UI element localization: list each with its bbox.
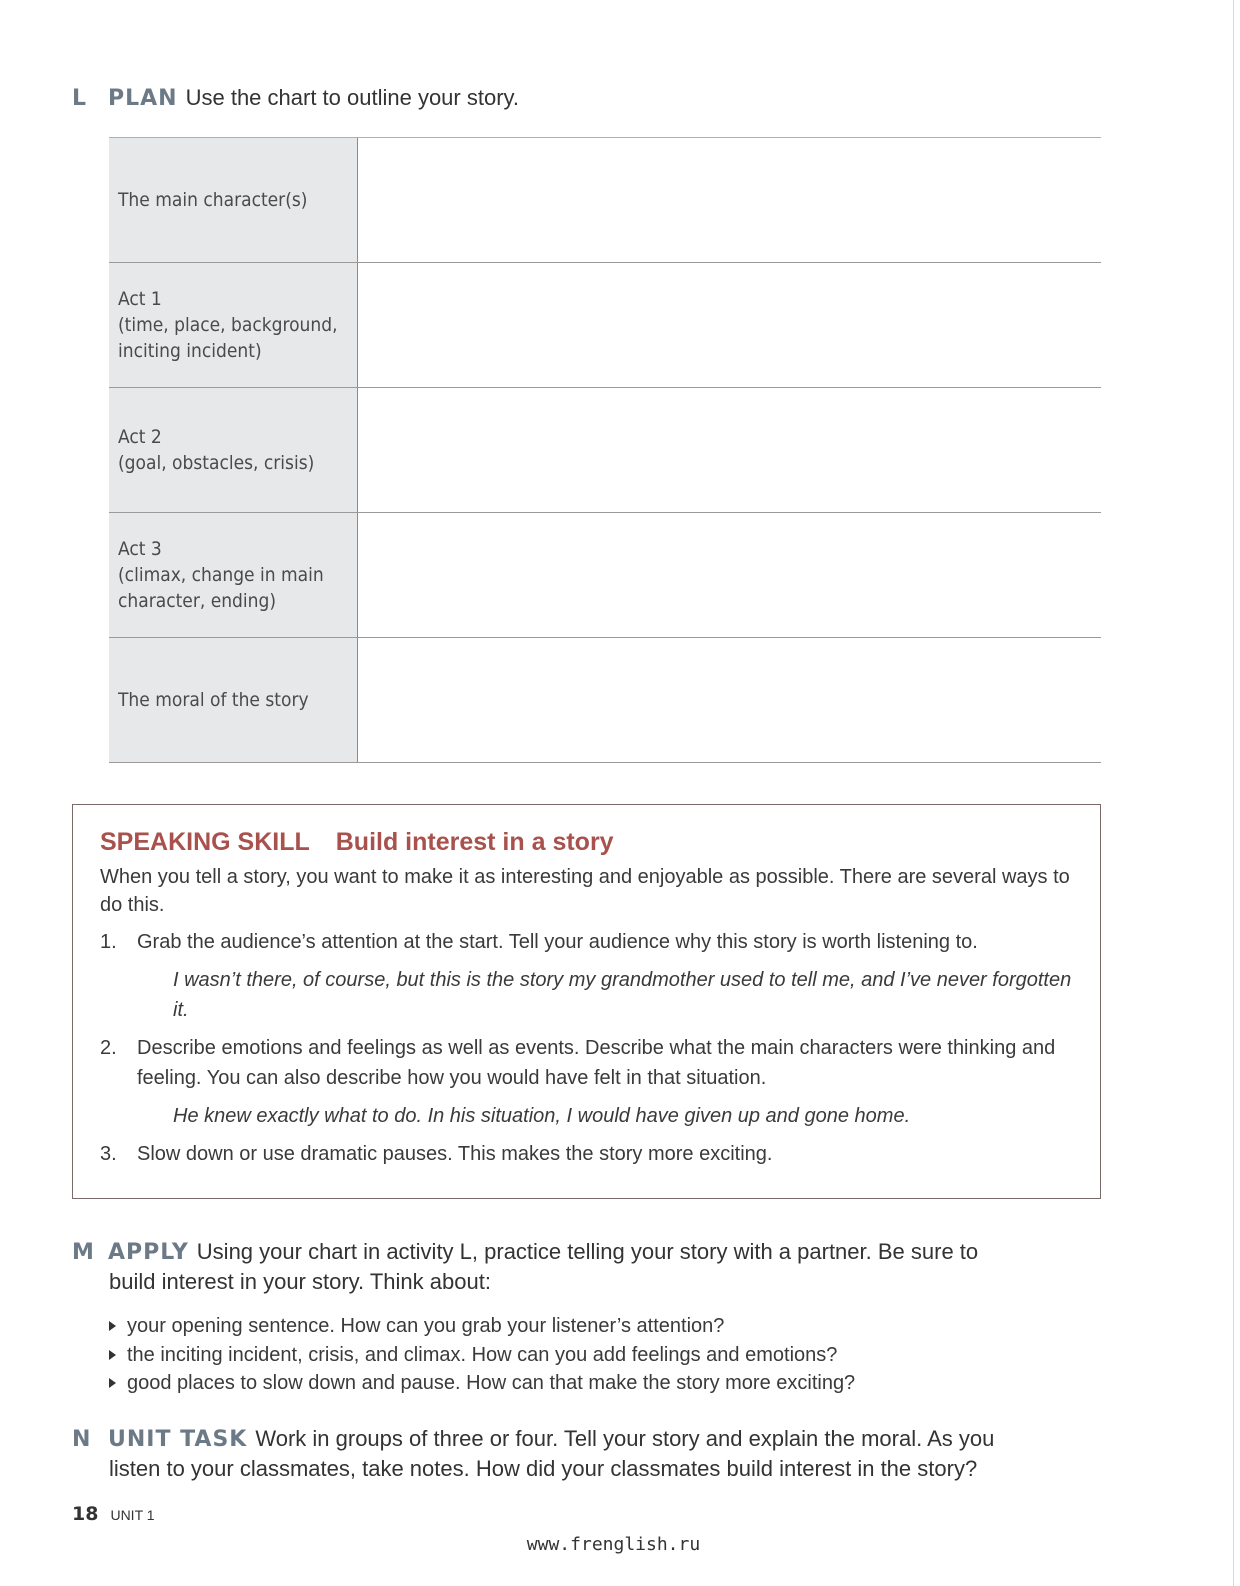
bullet-text: good places to slow down and pause. How can that make the story more exciting? xyxy=(127,1372,856,1394)
speaking-skill-title xyxy=(100,825,1073,859)
unit-label: UNIT 1 xyxy=(110,1507,155,1523)
item-number: 2. xyxy=(100,1037,117,1059)
plan-answer-cell[interactable] xyxy=(358,638,1101,762)
plan-row-label xyxy=(109,263,358,387)
plan-row-label xyxy=(109,638,358,762)
activity-label: APPLY xyxy=(108,1240,189,1265)
plan-answer-cell[interactable] xyxy=(358,263,1101,387)
triangle-bullet-icon xyxy=(109,1350,116,1360)
label-line: (goal, obstacles, crisis) xyxy=(118,452,315,474)
item-text: Slow down or use dramatic pauses. This makes the story more exciting. xyxy=(137,1143,773,1165)
label-line: The main character(s) xyxy=(118,189,308,211)
item-number: 3. xyxy=(100,1143,117,1165)
plan-row-label xyxy=(109,388,358,512)
activity-letter: N xyxy=(72,1427,92,1452)
bullet-text: your opening sentence. How can you grab your listener’s attention? xyxy=(127,1315,725,1337)
label-line: (time, place, background, xyxy=(118,314,338,336)
skill-example-2: He knew exactly what to do. In his situation, I would have given up and gone home. xyxy=(173,1105,911,1127)
label-line: inciting incident) xyxy=(118,340,262,362)
activity-l-header xyxy=(72,83,519,114)
item-text: Grab the audience’s attention at the start. Tell your audience why this story is worth listening to. xyxy=(137,931,978,953)
skill-example-1: I wasn’t there, of course, but this is the story my grandmother used to tell me, and I’ve never forgotten it. xyxy=(173,969,1072,1021)
plan-chart xyxy=(109,137,1101,763)
page-edge-rule xyxy=(1233,0,1234,1586)
activity-label: UNIT TASK xyxy=(108,1427,248,1452)
item-text: Describe emotions and feelings as well as events. Describe what the main characters were thinking and feeling. You can also describe how you would have felt in that situation. xyxy=(137,1037,1056,1089)
plan-row-act-3 xyxy=(109,513,1101,638)
activity-instruction: Use the chart to outline your story. xyxy=(185,85,520,110)
activity-n-instruction-cont: listen to your classmates, take notes. How did your classmates build interest in the story? xyxy=(109,1456,978,1481)
triangle-bullet-icon xyxy=(109,1378,116,1388)
skill-item-1 xyxy=(100,927,1073,957)
item-number: 1. xyxy=(100,931,117,953)
label-line: Act 3 xyxy=(118,538,162,560)
activity-n-header xyxy=(72,1424,994,1455)
plan-row-act-1 xyxy=(109,263,1101,388)
activity-instruction: Work in groups of three or four. Tell your story and explain the moral. As you xyxy=(255,1426,995,1451)
skill-heading: SPEAKING SKILL xyxy=(100,828,310,856)
list-item xyxy=(109,1369,855,1398)
plan-row-act-2 xyxy=(109,388,1101,513)
list-item xyxy=(109,1312,855,1341)
activity-label: PLAN xyxy=(108,86,178,111)
label-line: (climax, change in main xyxy=(118,564,324,586)
watermark: www.frenglish.ru xyxy=(526,1534,701,1555)
activity-letter: L xyxy=(72,86,88,111)
activity-m-instruction-cont: build interest in your story. Think about: xyxy=(109,1269,491,1294)
speaking-skill-box xyxy=(72,804,1101,1199)
plan-row-label xyxy=(109,138,358,262)
label-line: character, ending) xyxy=(118,590,277,612)
skill-subtitle: Build interest in a story xyxy=(335,828,614,856)
plan-answer-cell[interactable] xyxy=(358,388,1101,512)
plan-row-moral xyxy=(109,638,1101,763)
plan-answer-cell[interactable] xyxy=(358,513,1101,637)
apply-bullet-list xyxy=(109,1312,855,1398)
label-line: The moral of the story xyxy=(118,689,309,711)
label-line: Act 2 xyxy=(118,426,162,448)
page-footer xyxy=(72,1503,155,1525)
plan-row-label xyxy=(109,513,358,637)
bullet-text: the inciting incident, crisis, and climax. How can you add feelings and emotions? xyxy=(127,1343,838,1366)
label-line: Act 1 xyxy=(118,288,162,310)
plan-row-main-character xyxy=(109,138,1101,263)
plan-answer-cell[interactable] xyxy=(358,138,1101,262)
skill-intro: When you tell a story, you want to make it as interesting and enjoyable as possible. There are several ways to do this. xyxy=(100,866,1070,916)
activity-m-header xyxy=(72,1237,978,1268)
page-number: 18 xyxy=(72,1503,99,1525)
triangle-bullet-icon xyxy=(109,1321,116,1331)
skill-item-2 xyxy=(100,1033,1073,1093)
list-item xyxy=(109,1341,855,1370)
skill-item-3 xyxy=(100,1139,1073,1169)
activity-instruction: Using your chart in activity L, practice telling your story with a partner. Be sure to xyxy=(196,1239,979,1264)
activity-letter: M xyxy=(72,1240,95,1265)
